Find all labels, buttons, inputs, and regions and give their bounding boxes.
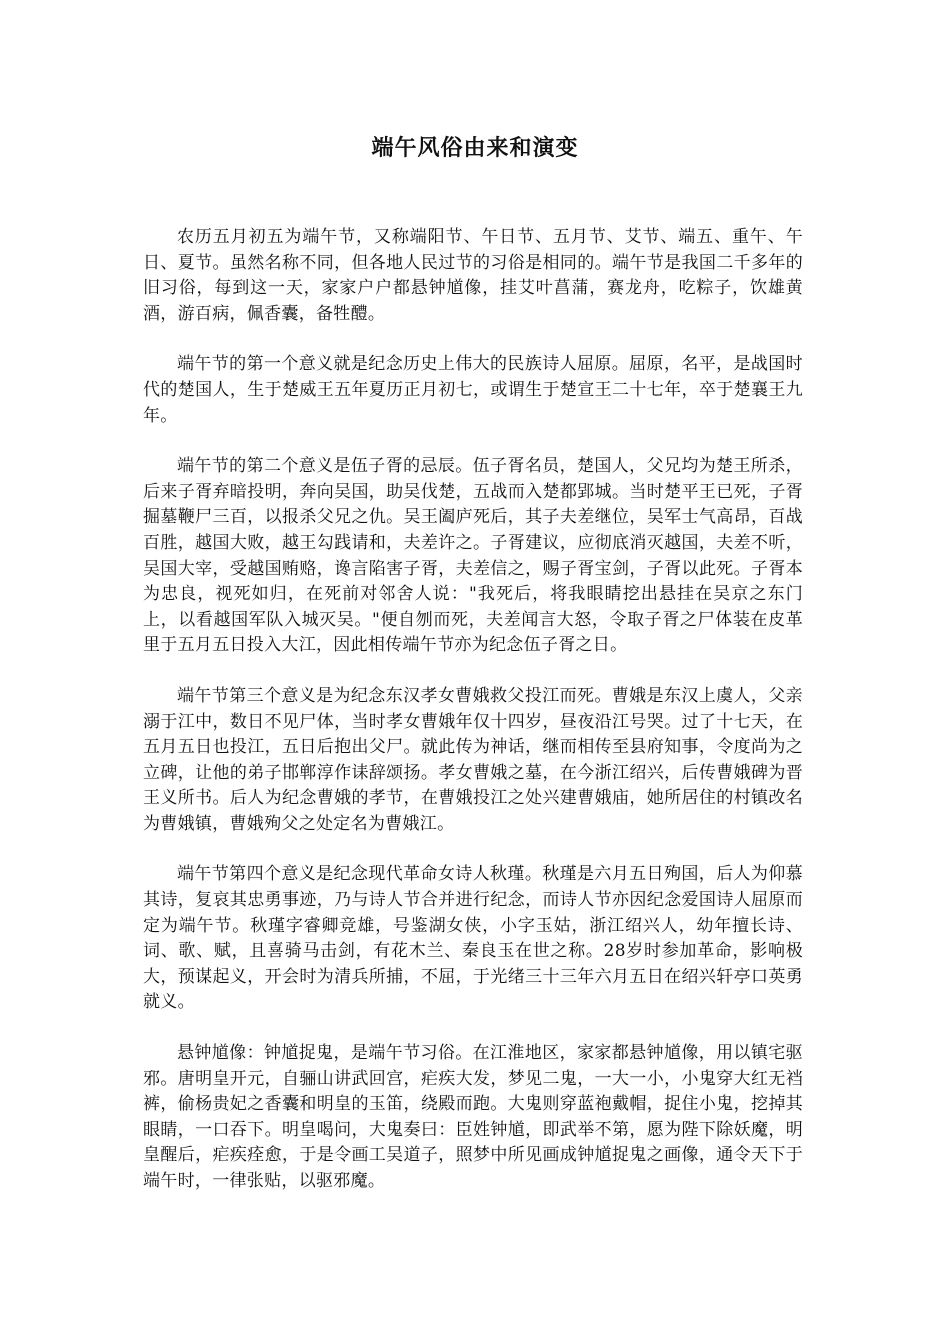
paragraph-intro: 农历五月初五为端午节，又称端阳节、午日节、五月节、艾节、端五、重午、午日、夏节。虽然名称不同，但各地人民过节的习俗是相同的。端午节是我国二千多年的旧习俗，每到这一天，家家户户都悬钟馗像，挂艾叶菖蒲，赛龙舟，吃粽子，饮雄黄酒，游百病，佩香囊，备牲醴。 (143, 227, 803, 324)
paragraph-cao-e: 端午节第三个意义是为纪念东汉孝女曹娥救父投江而死。曹娥是东汉上虞人，父亲溺于江中，数日不见尸体，当时孝女曹娥年仅十四岁，昼夜沿江号哭。过了十七天，在五月五日也投江，五日后抱出父尸。就此传为神话，继而相传至县府知事，令度尚为之立碑，让他的弟子邯郸淳作诔辞颂扬。孝女曹娥之墓，在今浙江绍兴，后传曹娥碑为晋王义所书。后人为纪念曹娥的孝节，在曹娥投江之处兴建曹娥庙，她所居住的村镇改名为曹娥镇，曹娥殉父之处定名为曹娥江。 (143, 685, 803, 834)
document-title: 端午风俗由来和演变 (371, 136, 579, 161)
paragraph-wu-zixu: 端午节的第二个意义是伍子胥的忌辰。伍子胥名员，楚国人，父兄均为楚王所杀，后来子胥弃暗投明，奔向吴国，助吴伐楚，五战而入楚都郢城。当时楚平王已死，子胥掘墓鞭尸三百，以报杀父兄之仇。吴王阖庐死后，其子夫差继位，吴军士气高昂，百战百胜，越国大败，越王勾践请和，夫差许之。子胥建议，应彻底消灭越国，夫差不听，吴国大宰，受越国贿赂，谗言陷害子胥，夫差信之，赐子胥宝剑，子胥以此死。子胥本为忠良，视死如归，在死前对邻舍人说："我死后，将我眼睛挖出悬挂在吴京之东门上，以看越国军队入城灭吴。"便自刎而死，夫差闻言大怒，令取子胥之尸体装在皮革里于五月五日投入大江，因此相传端午节亦为纪念伍子胥之日。 (143, 456, 803, 656)
paragraph-qiu-jin: 端午节第四个意义是纪念现代革命女诗人秋瑾。秋瑾是六月五日殉国，后人为仰慕其诗，复哀其忠勇事迹，乃与诗人节合并进行纪念，而诗人节亦因纪念爱国诗人屈原而定为端午节。秋瑾字睿卿竞雄，号鉴湖女侠，小字玉姑，浙江绍兴人，幼年擅长诗、词、歌、赋，且喜骑马击剑，有花木兰、秦良玉在世之称。28岁时参加革命，影响极大，预谋起义，开会时为清兵所捕，不屈，于光绪三十三年六月五日在绍兴轩亭口英勇就义。 (143, 864, 803, 1013)
document-body (143, 225, 803, 1220)
paragraph-qu-yuan: 端午节的第一个意义就是纪念历史上伟大的民族诗人屈原。屈原，名平，是战国时代的楚国人，生于楚威王五年夏历正月初七，或谓生于楚宣王二十七年，卒于楚襄王九年。 (143, 354, 803, 426)
paragraph-zhong-kui: 悬钟馗像：钟馗捉鬼，是端午节习俗。在江淮地区，家家都悬钟馗像，用以镇宅驱邪。唐明皇开元，自骊山讲武回宫，疟疾大发，梦见二鬼，一大一小，小鬼穿大红无裆裤，偷杨贵妃之香囊和明皇的玉笛，绕殿而跑。大鬼则穿蓝袍戴帽，捉住小鬼，挖掉其眼睛，一口吞下。明皇喝问，大鬼奏曰：臣姓钟馗，即武举不第，愿为陛下除妖魔，明皇醒后，疟疾痊愈，于是令画工吴道子，照梦中所见画成钟馗捉鬼之画像，通令天下于端午时，一律张贴，以驱邪魔。 (143, 1043, 803, 1191)
